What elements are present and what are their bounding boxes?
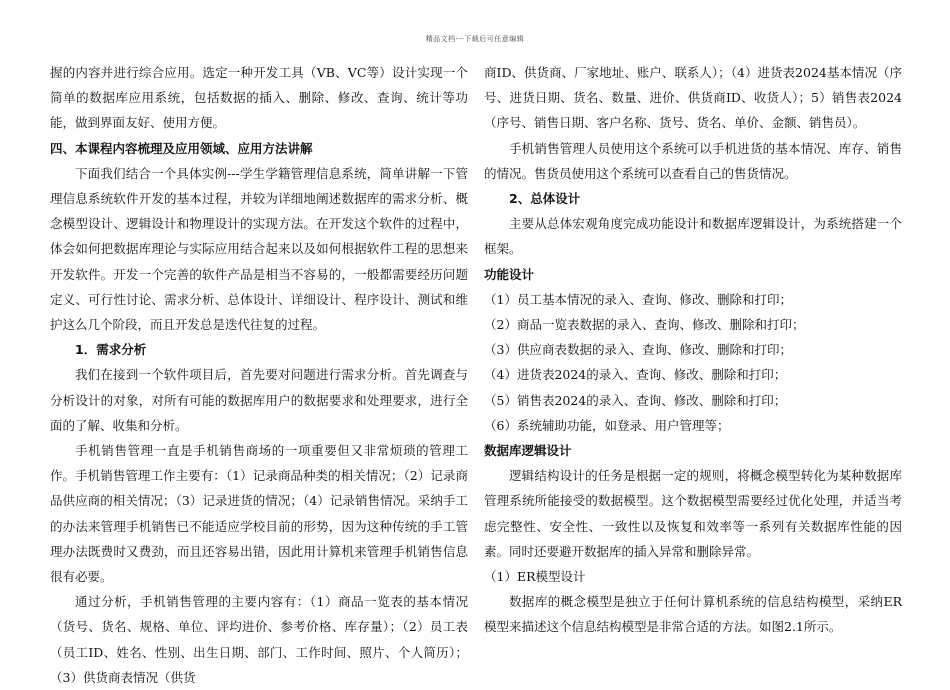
section-heading: 四、本课程内容梳理及应用领域、应用方法讲解 (50, 140, 313, 156)
list-item: （1）ER模型设计 (484, 569, 586, 585)
paragraph: 手机销售管理一直是手机销售商场的一项重要但又非常烦琐的管理工作。手机销售管理工作主要有：（1）记录商品种类的相关情况；（2）记录商品供应商的相关情况；（3）记录进货的情况；（4）记录销售情况。采纳手工的办法来管理手机销售已不能适应学校目前的形势，因为这种传统的手工管理办法既费时又费劲，而且还容易出错，因此用计算机来管理手机销售信息很有必要。 (50, 443, 468, 585)
paragraph: 商ID、供货商、厂家地址、账户、联系人）；（4）进货表2024基本情况（序号、进货日期、货名、数量、进价、供货商ID、收货人）；5）销售表2024（序号、销售日期、客户名称、货号、货名、单价、金额、销售员）。 (484, 65, 902, 131)
page-header: 精品文档---下载后可任意编辑 (425, 35, 525, 43)
left-column (50, 60, 468, 690)
paragraph: 数据库的概念模型是独立于任何计算机系统的信息结构模型，采纳ER模型来描述这个信息结构模型是非常合适的方法。如图2.1所示。 (484, 594, 902, 635)
list-item: （1）员工基本情况的录入、查询、修改、删除和打印； (484, 291, 792, 307)
subsection-heading: 功能设计 (484, 266, 535, 282)
subsection-heading: 2、总体设计 (509, 191, 581, 207)
subsection-heading: 1．需求分析 (75, 342, 147, 358)
list-item: （6）系统辅助功能，如登录、用户管理等； (484, 417, 730, 433)
right-column (484, 60, 902, 640)
paragraph: 通过分析，手机销售管理的主要内容有：（1）商品一览表的基本情况（货号、货名、规格、单位、评均进价、参考价格、库存量）；（2）员工表（员工ID、姓名、性别、出生日期、部门、工作时间、照片、个人简历）；（3）供货商表情况（供货 (50, 594, 468, 685)
list-item: （5）销售表2024的录入、查询、修改、删除和打印； (484, 392, 787, 408)
paragraph: 手机销售管理人员使用这个系统可以手机进货的基本情况、库存、销售的情况。售货员使用这个系统可以查看自己的售货情况。 (484, 140, 902, 181)
paragraph: 主要从总体宏观角度完成功能设计和数据库逻辑设计，为系统搭建一个框架。 (484, 216, 902, 257)
paragraph: 我们在接到一个软件项目后，首先要对问题进行需求分析。首先调查与分析设计的对象，对所有可能的数据库用户的数据要求和处理要求，进行全面的了解、收集和分析。 (50, 367, 468, 433)
subsection-heading: 数据库逻辑设计 (484, 443, 572, 459)
list-item: （2）商品一览表数据的录入、查询、修改、删除和打印； (484, 317, 805, 333)
paragraph: 握的内容并进行综合应用。选定一种开发工具（VB、VC等）设计实现一个简单的数据库应用系统，包括数据的插入、删除、修改、查询、统计等功能，做到界面友好、使用方便。 (50, 65, 468, 131)
paragraph: 逻辑结构设计的任务是根据一定的规则，将概念模型转化为某种数据库管理系统所能接受的数据模型。这个数据模型需要经过优化处理，并适当考虑完整性、安全性、一致性以及恢复和效率等一系列有关数据库性能的因素。同时还要避开数据库的插入异常和删除异常。 (484, 468, 902, 559)
list-item: （4）进货表2024的录入、查询、修改、删除和打印； (484, 367, 787, 383)
list-item: （3）供应商表数据的录入、查询、修改、删除和打印； (484, 342, 792, 358)
paragraph: 下面我们结合一个具体实例---学生学籍管理信息系统，简单讲解一下管理信息系统软件开发的基本过程，并较为详细地阐述数据库的需求分析、概念模型设计、逻辑设计和物理设计的实现方法。在开发这个软件的过程中，体会如何把数据库理论与实际应用结合起来以及如何根据软件工程的思想来开发软件。开发一个完善的软件产品是相当不容易的，一般都需要经历问题定义、可行性讨论、需求分析、总体设计、详细设计、程序设计、测试和维护这么几个阶段，而且开发总是迭代往复的过程。 (50, 165, 468, 333)
